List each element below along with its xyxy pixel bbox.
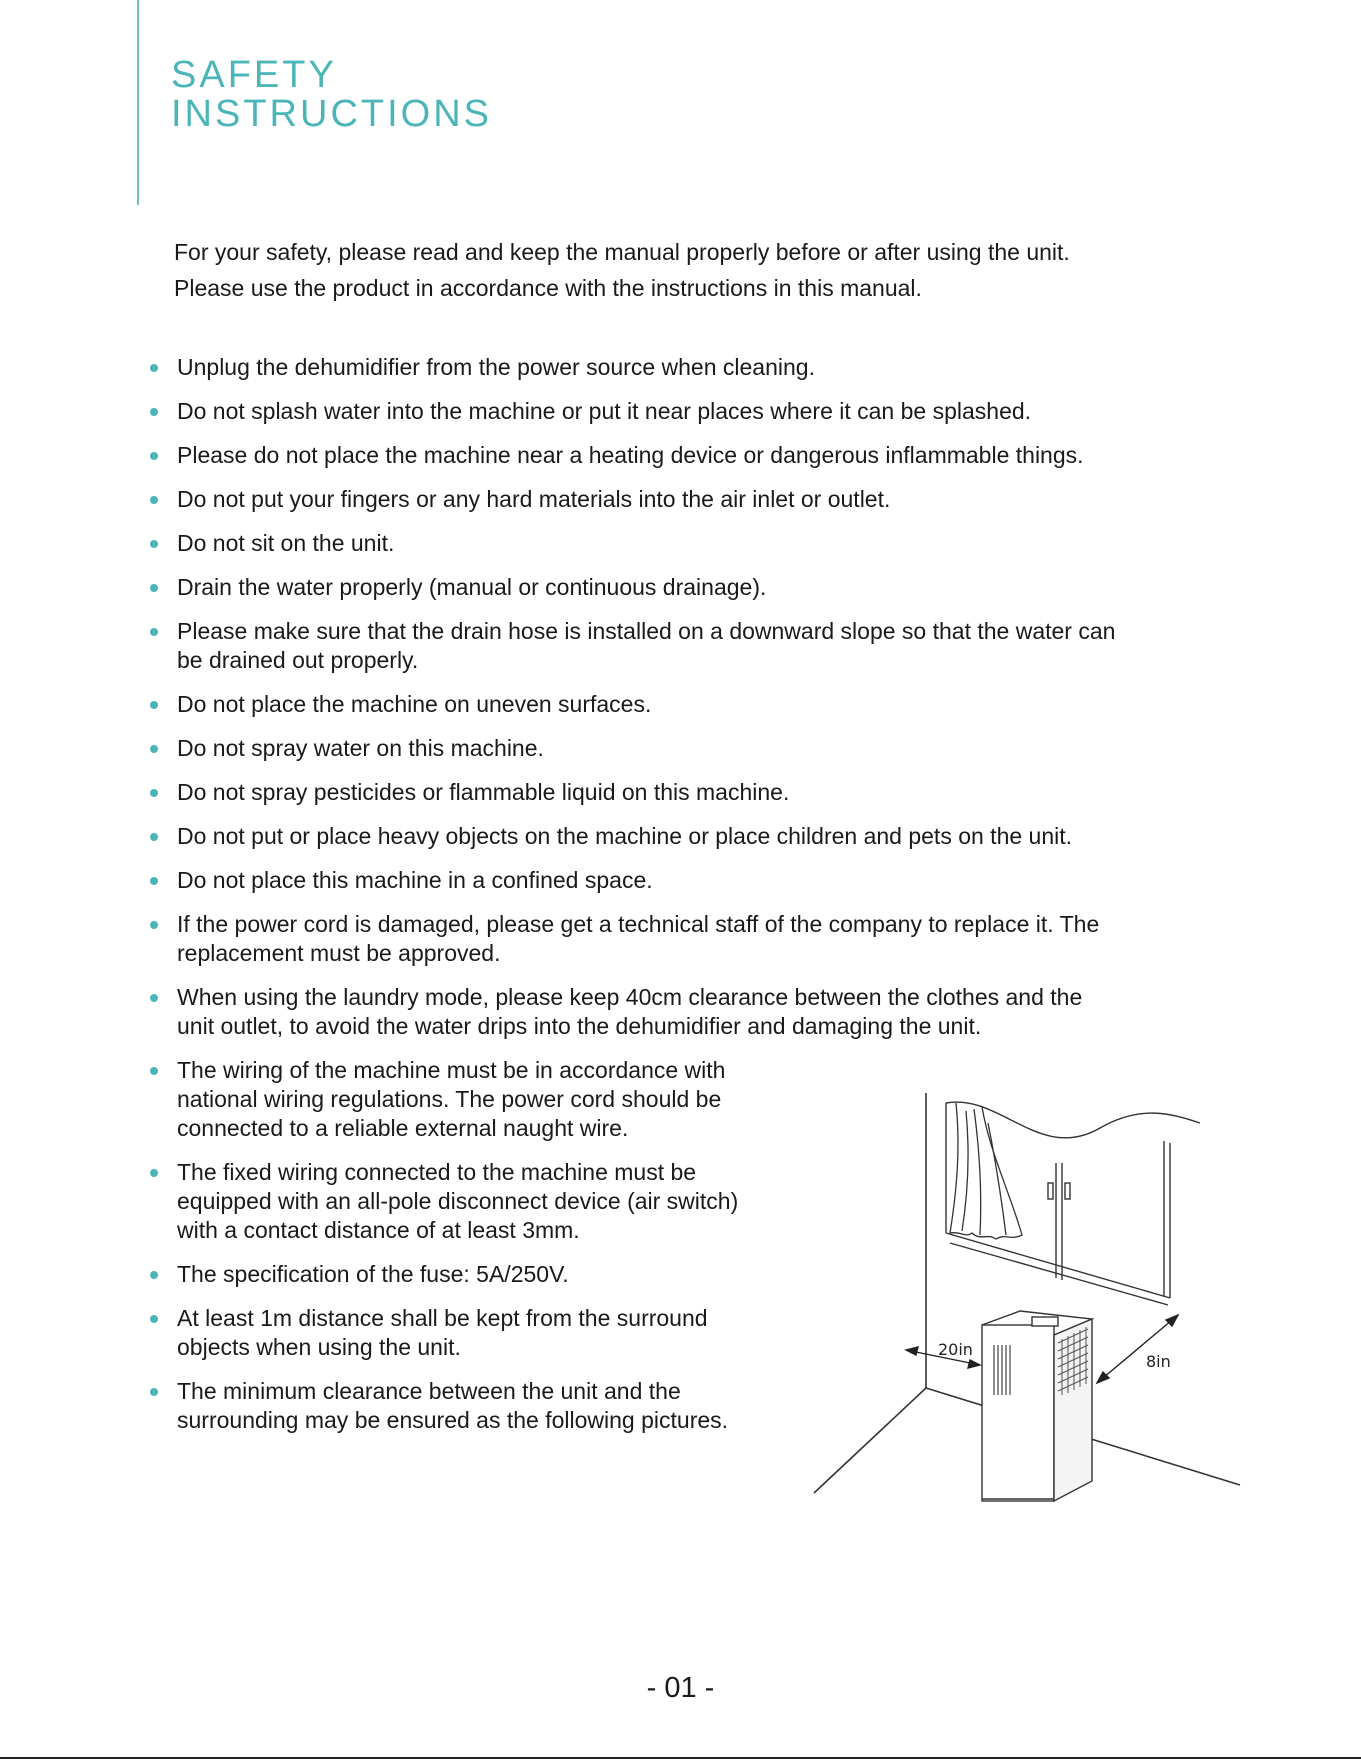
list-item [0,1304,837,1362]
page-title [171,56,492,134]
bottom-rule [0,1757,1361,1759]
list-item-text: Please make sure that the drain hose is installed on a downward slope so that the water can [177,618,1116,644]
list-item [0,353,1267,382]
list-item [0,397,1267,426]
list-item-text: national wiring regulations. The power cord should be [177,1086,722,1112]
list-item-text: Do not spray pesticides or flammable liquid on this machine. [177,779,790,805]
list-item-text: Do not sit on the unit. [177,530,395,556]
list-item-text: with a contact distance of at least 3mm. [177,1217,580,1243]
list-item-text: The minimum clearance between the unit and the [177,1378,681,1404]
page-title-line-1: SAFETY [171,54,337,96]
intro-line: Please use the product in accordance with the instructions in this manual. [174,275,922,301]
list-item-text: If the power cord is damaged, please get a technical staff of the company to replace it. The [177,911,1100,937]
list-item-text: replacement must be approved. [177,940,501,966]
dehumidifier-unit [982,1311,1092,1501]
list-item-text: Do not put your fingers or any hard materials into the air inlet or outlet. [177,486,891,512]
clearance-illustration [810,1083,1250,1503]
list-item-text: At least 1m distance shall be kept from the surround [177,1305,708,1331]
list-item [0,1260,837,1289]
list-item-text: connected to a reliable external naught wire. [177,1115,629,1141]
list-item [0,866,1267,895]
list-item-text: unit outlet, to avoid the water drips into the dehumidifier and damaging the unit. [177,1013,982,1039]
list-item [0,778,1267,807]
list-item [0,573,1267,602]
list-item [0,1158,837,1245]
list-item [0,734,1267,763]
list-item-text: Do not place this machine in a confined space. [177,867,653,893]
list-item-text: The fixed wiring connected to the machine must be [177,1159,697,1185]
intro-paragraph [174,234,1070,306]
list-item-text: Drain the water properly (manual or continuous drainage). [177,574,767,600]
list-item-text: Do not spray water on this machine. [177,735,544,761]
list-item [0,1377,837,1435]
list-item-text: Do not splash water into the machine or put it near places where it can be splashed. [177,398,1032,424]
list-item [0,983,1267,1041]
window [946,1102,1200,1305]
list-item-text: be drained out properly. [177,647,419,673]
list-item-text: The wiring of the machine must be in accordance with [177,1057,726,1083]
list-item [0,485,1267,514]
page-number: - 01 - [646,1672,715,1704]
list-item [0,822,1267,851]
list-item-text: surrounding may be ensured as the following pictures. [177,1407,729,1433]
page-title-line-2: INSTRUCTIONS [171,93,492,135]
list-item [0,529,1267,558]
list-item [0,690,1267,719]
clearance-label-right: 8in [1146,1352,1171,1371]
list-item-text: Do not place the machine on uneven surfaces. [177,691,652,717]
list-item [0,1056,837,1143]
intro-line: For your safety, please read and keep the manual properly before or after using the unit. [174,239,1070,265]
list-item-text: equipped with an all-pole disconnect device (air switch) [177,1188,739,1214]
list-item-text: Do not put or place heavy objects on the machine or place children and pets on the unit. [177,823,1073,849]
curtain [950,1103,1022,1239]
list-item [0,441,1267,470]
list-item [0,617,1267,675]
title-accent-rule [137,0,139,205]
list-item-text: The specification of the fuse: 5A/250V. [177,1261,569,1287]
list-item-text: Unplug the dehumidifier from the power source when cleaning. [177,354,815,380]
list-item-text: Please do not place the machine near a heating device or dangerous inflammable things. [177,442,1084,468]
list-item-text: When using the laundry mode, please keep 40cm clearance between the clothes and the [177,984,1083,1010]
list-item [0,910,1267,968]
clearance-label-left: 20in [938,1340,973,1359]
list-item-text: objects when using the unit. [177,1334,461,1360]
clearance-arrow-right [1097,1315,1178,1383]
